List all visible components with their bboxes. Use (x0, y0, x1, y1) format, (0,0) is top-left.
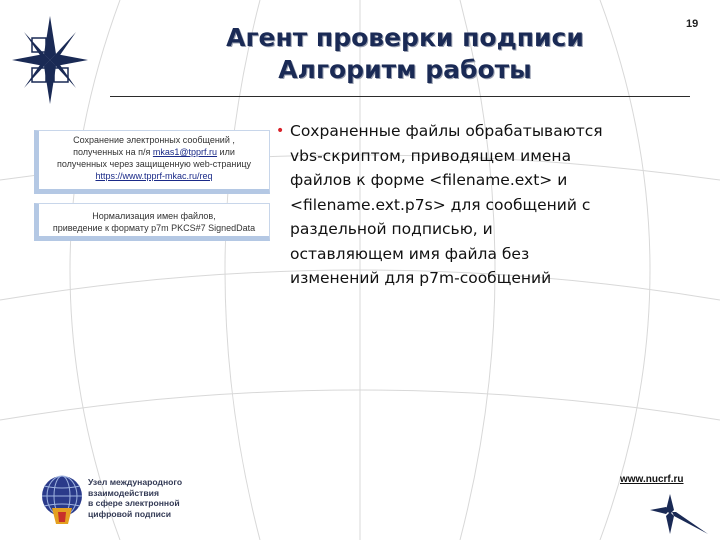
bullet-marker-icon: • (276, 123, 285, 139)
flow-step1-suffix: или (217, 147, 235, 157)
bullet-line: раздельной подписью, и (290, 220, 493, 238)
secure-web-page-link[interactable]: https://www.tpprf-mkac.ru/req (95, 171, 213, 181)
flow-step1-line2 (42, 146, 266, 158)
bullet-line: vbs-скриптом, приводящем имена (290, 146, 572, 165)
flow-step1-line3: полученных через защищенную web-страницу (56, 159, 252, 169)
bullet-paragraph (276, 119, 715, 291)
flow-step1-prefix: полученных на п/я (73, 147, 153, 157)
title-line-2: Алгоритм работы (278, 55, 532, 84)
bullet-line: файлов к форме <filename.ext> и (290, 171, 568, 189)
website-link[interactable]: www.nucrf.ru (620, 474, 684, 485)
org-line-1: Узел международного (88, 477, 183, 487)
globe-logo (38, 472, 86, 528)
flow-step-save-messages (34, 130, 270, 194)
slide-number: 19 (686, 18, 699, 30)
mailbox-email-link[interactable]: mkas1@tpprf.ru (152, 147, 218, 157)
bullet-line: Сохраненные файлы обрабатываются (290, 122, 603, 140)
corner-star-icon (646, 480, 712, 536)
bullet-line: оставляющем имя файла без (290, 244, 530, 263)
flow-step1-line1: Сохранение электронных сообщений , (73, 135, 235, 145)
org-line-4: цифровой подписи (88, 508, 171, 519)
slide-title (160, 22, 650, 86)
org-line-3: в сфере электронной (88, 498, 180, 508)
title-divider (110, 96, 690, 97)
flow-step2-line2: приведение к формату p7m PKCS#7 SignedData (52, 223, 256, 233)
bullet-line: изменений для p7m-сообщений (290, 269, 552, 287)
org-line-2: взаимодействия (88, 487, 159, 498)
bullet-line: <filename.ext.p7s> для сообщений с (290, 195, 591, 214)
title-line-1: Агент проверки подписи (226, 23, 584, 52)
organization-name (88, 477, 208, 519)
flow-step2-line1: Нормализация имен файлов, (92, 211, 216, 221)
flow-step-normalize-names (34, 203, 270, 241)
compass-star-logo (10, 14, 90, 106)
